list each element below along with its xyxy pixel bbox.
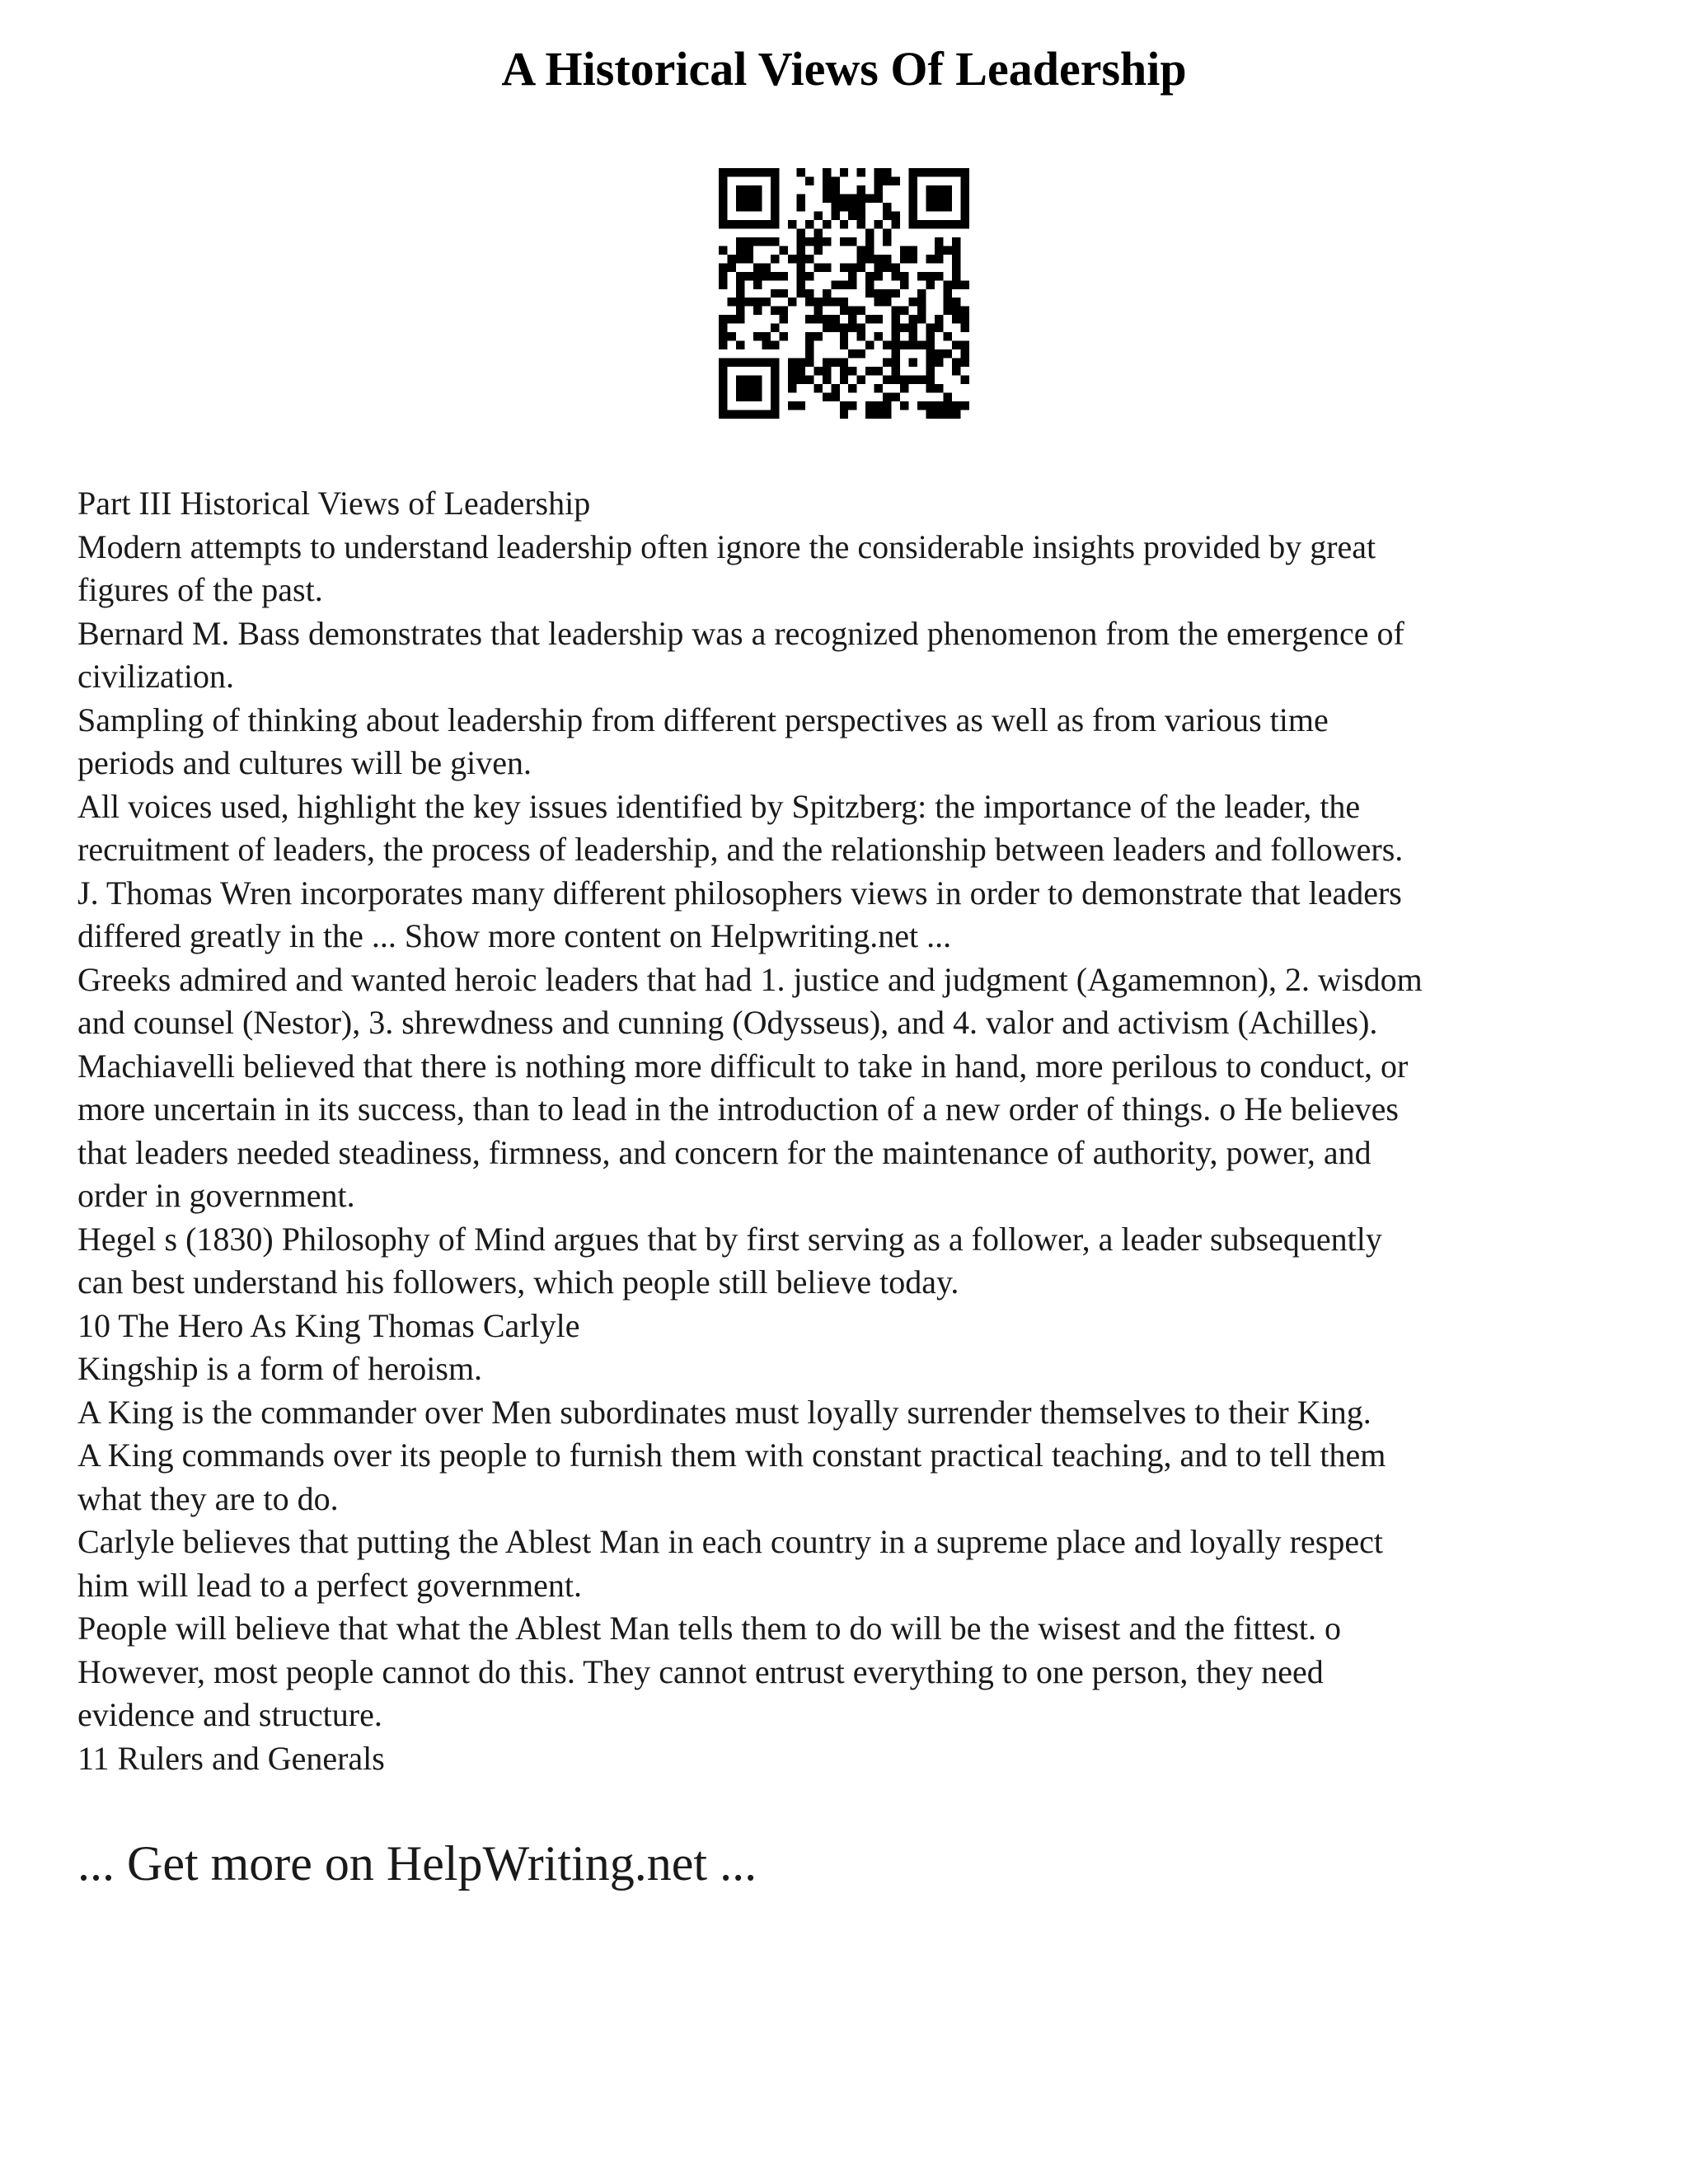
body-line: A King is the commander over Men subordinates must loyally surrender themselves to their King. — [77, 1393, 1372, 1431]
body-line: evidence and structure. — [77, 1696, 382, 1733]
body-line: 11 Rulers and Generals — [77, 1739, 385, 1777]
body-line: and counsel (Nestor), 3. shrewdness and cunning (Odysseus), and 4. valor and activism (Achilles). — [77, 1004, 1378, 1041]
body-line: Carlyle believes that putting the Ablest Man in each country in a supreme place and loyally respect — [77, 1523, 1383, 1560]
body-line: Machiavelli believed that there is nothing more difficult to take in hand, more perilous to conduct, or — [77, 1047, 1409, 1085]
body-line: Modern attempts to understand leadership often ignore the considerable insights provided by great — [77, 527, 1376, 565]
document-title: A Historical Views Of Leadership — [501, 42, 1187, 96]
body-line: J. Thomas Wren incorporates many different philosophers views in order to demonstrate that leaders — [77, 874, 1402, 912]
body-line: figures of the past. — [77, 571, 323, 608]
body-line: what they are to do. — [77, 1479, 339, 1517]
qr-code-icon[interactable] — [719, 168, 969, 419]
body-line: periods and cultures will be given. — [77, 744, 532, 781]
body-line: differed greatly in the ... Show more content on Helpwriting.net ... — [77, 917, 952, 954]
body-line: 10 The Hero As King Thomas Carlyle — [77, 1306, 580, 1344]
body-line: Kingship is a form of heroism. — [77, 1350, 483, 1387]
body-line: order in government. — [77, 1177, 355, 1214]
body-line: can best understand his followers, which people still believe today. — [77, 1263, 959, 1301]
body-line: All voices used, highlight the key issues identified by Spitzberg: the importance of the leader, the — [77, 787, 1361, 825]
body-line: Hegel s (1830) Philosophy of Mind argues that by first serving as a follower, a leader subsequently — [77, 1220, 1382, 1258]
get-more-link[interactable]: ... Get more on HelpWriting.net ... — [77, 1836, 757, 1891]
body-line: People will believe that what the Ablest Man tells them to do will be the wisest and the fittest. o — [77, 1610, 1342, 1647]
qr-code-graphic — [719, 168, 969, 419]
body-line: civilization. — [77, 658, 234, 695]
body-line: that leaders needed steadiness, firmness, and concern for the maintenance of authority, power, and — [77, 1133, 1372, 1171]
body-line: more uncertain in its success, than to lead in the introduction of a new order of things. o He believes — [77, 1090, 1399, 1127]
body-line: Bernard M. Bass demonstrates that leadership was a recognized phenomenon from the emergence of — [77, 614, 1404, 652]
body-line: recruitment of leaders, the process of leadership, and the relationship between leaders and followers. — [77, 831, 1404, 868]
body-line: A King commands over its people to furnish them with constant practical teaching, and to tell them — [77, 1436, 1386, 1474]
body-line: him will lead to a perfect government. — [77, 1566, 583, 1604]
document-body — [77, 482, 1627, 1780]
body-line: Part III Historical Views of Leadership — [77, 485, 591, 522]
body-line: Greeks admired and wanted heroic leaders that had 1. justice and judgment (Agamemnon), 2. wisdom — [77, 960, 1423, 998]
body-line: Sampling of thinking about leadership from different perspectives as well as from various time — [77, 701, 1329, 738]
body-line: However, most people cannot do this. They cannot entrust everything to one person, they need — [77, 1652, 1324, 1690]
